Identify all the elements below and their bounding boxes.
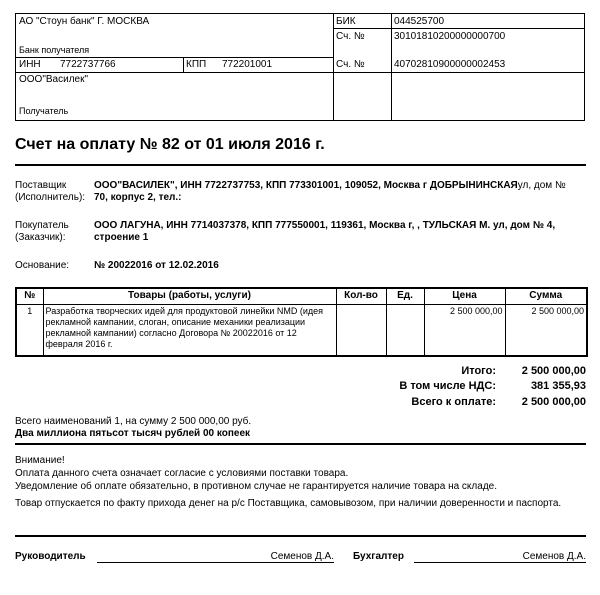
kpp-value: 772201001	[222, 59, 273, 70]
supplier-details-line2: 70, корпус 2, тел.:	[94, 192, 182, 203]
buyer-label-sub: (Заказчик):	[15, 232, 66, 243]
account-label: Сч. №	[336, 59, 365, 70]
director-name: Семенов Д.А.	[270, 551, 334, 562]
supplier-details-main: ООО"ВАСИЛЕК", ИНН 7722737753, КПП 773301001, 109052, Москва г ДОБРЫНИНСКАЯ	[94, 180, 518, 191]
recipient-label: Получатель	[19, 106, 69, 116]
total-label: Итого:	[461, 365, 496, 377]
notice-line: Товар отпускается по факту прихода денег на р/с Поставщика, самовывозом, при наличии доверенности и паспорта.	[15, 498, 562, 509]
cell-goods: Разработка творческих идей для продуктовой линейки NMD (идея рекламной кампании, слоган, описание механики реализации рекламной кампании) согласно Договора № 20022016 от 12 февраля 2016 г.	[43, 305, 336, 356]
table-header-row	[16, 288, 587, 305]
notice-underline	[15, 535, 586, 537]
invoice-title: Счет на оплату № 82 от 01 июля 2016 г.	[15, 136, 325, 153]
bank-details-block	[15, 13, 585, 121]
corr-account-value: 30101810200000000700	[394, 31, 506, 42]
bank-name: АО "Стоун банк" Г. МОСКВА	[19, 16, 150, 27]
notice-line: Уведомление об оплате обязательно, в противном случае не гарантируется наличие товара на складе.	[15, 481, 497, 492]
header-sum: Сумма	[505, 288, 587, 305]
recipient-name: ООО"Василек"	[19, 74, 89, 85]
bank-label: Банк получателя	[19, 45, 90, 55]
summary-words: Два миллиона пятьсот тысяч рублей 00 копеек	[15, 428, 251, 439]
kpp-label: КПП	[186, 59, 207, 70]
supplier-label-sub: (Исполнитель):	[15, 192, 86, 203]
pay-label: Всего к оплате:	[411, 396, 496, 408]
inn-value: 7722737766	[60, 59, 116, 70]
notice-line: Оплата данного счета означает согласие с условиями поставки товара.	[15, 468, 349, 479]
total-value: 2 500 000,00	[521, 365, 586, 377]
basis-label: Основание:	[15, 260, 70, 271]
header-qty: Кол-во	[336, 288, 386, 305]
divider	[333, 14, 334, 120]
buyer-label: Покупатель	[15, 220, 69, 231]
vat-value: 381 355,93	[530, 380, 586, 392]
buyer-details: ООО ЛАГУНА, ИНН 7714037378, КПП 777550001, 119361, Москва г, , ТУЛЬСКАЯ М. ул, дом № 4,	[94, 220, 556, 231]
vat-label: В том числе НДС:	[399, 380, 496, 392]
cell-price: 2 500 000,00	[424, 305, 505, 356]
supplier-details	[94, 180, 586, 192]
director-label: Руководитель	[15, 551, 86, 562]
supplier-label: Поставщик	[15, 180, 67, 191]
summary-count: Всего наименований 1, на сумму 2 500 000,00 руб.	[15, 416, 252, 427]
bik-value: 044525700	[394, 16, 445, 27]
divider	[183, 57, 184, 72]
basis-value: № 20022016 от 12.02.2016	[94, 260, 219, 271]
header-unit: Ед.	[386, 288, 424, 305]
cell-sum: 2 500 000,00	[505, 305, 587, 356]
cell-num: 1	[16, 305, 43, 356]
pay-value: 2 500 000,00	[521, 396, 586, 408]
table-row	[16, 305, 587, 356]
inn-label: ИНН	[19, 59, 41, 70]
accountant-name: Семенов Д.А.	[522, 551, 586, 562]
header-price: Цена	[424, 288, 505, 305]
buyer-details-line2: строение 1	[94, 232, 149, 243]
notice-title: Внимание!	[15, 455, 65, 466]
divider	[391, 14, 392, 120]
cell-unit	[386, 305, 424, 356]
supplier-details-rest: ул, дом №	[517, 180, 566, 191]
accountant-label: Бухгалтер	[353, 551, 404, 562]
summary-underline	[15, 443, 586, 445]
cell-qty	[336, 305, 386, 356]
header-goods: Товары (работы, услуги)	[43, 288, 336, 305]
header-num: №	[16, 288, 43, 305]
divider	[16, 72, 584, 73]
divider	[333, 28, 584, 29]
items-table	[15, 287, 588, 357]
corr-account-label: Сч. №	[336, 31, 365, 42]
title-underline	[15, 164, 586, 166]
divider	[16, 57, 333, 58]
account-value: 40702810900000002453	[394, 59, 506, 70]
bik-label: БИК	[336, 16, 356, 27]
